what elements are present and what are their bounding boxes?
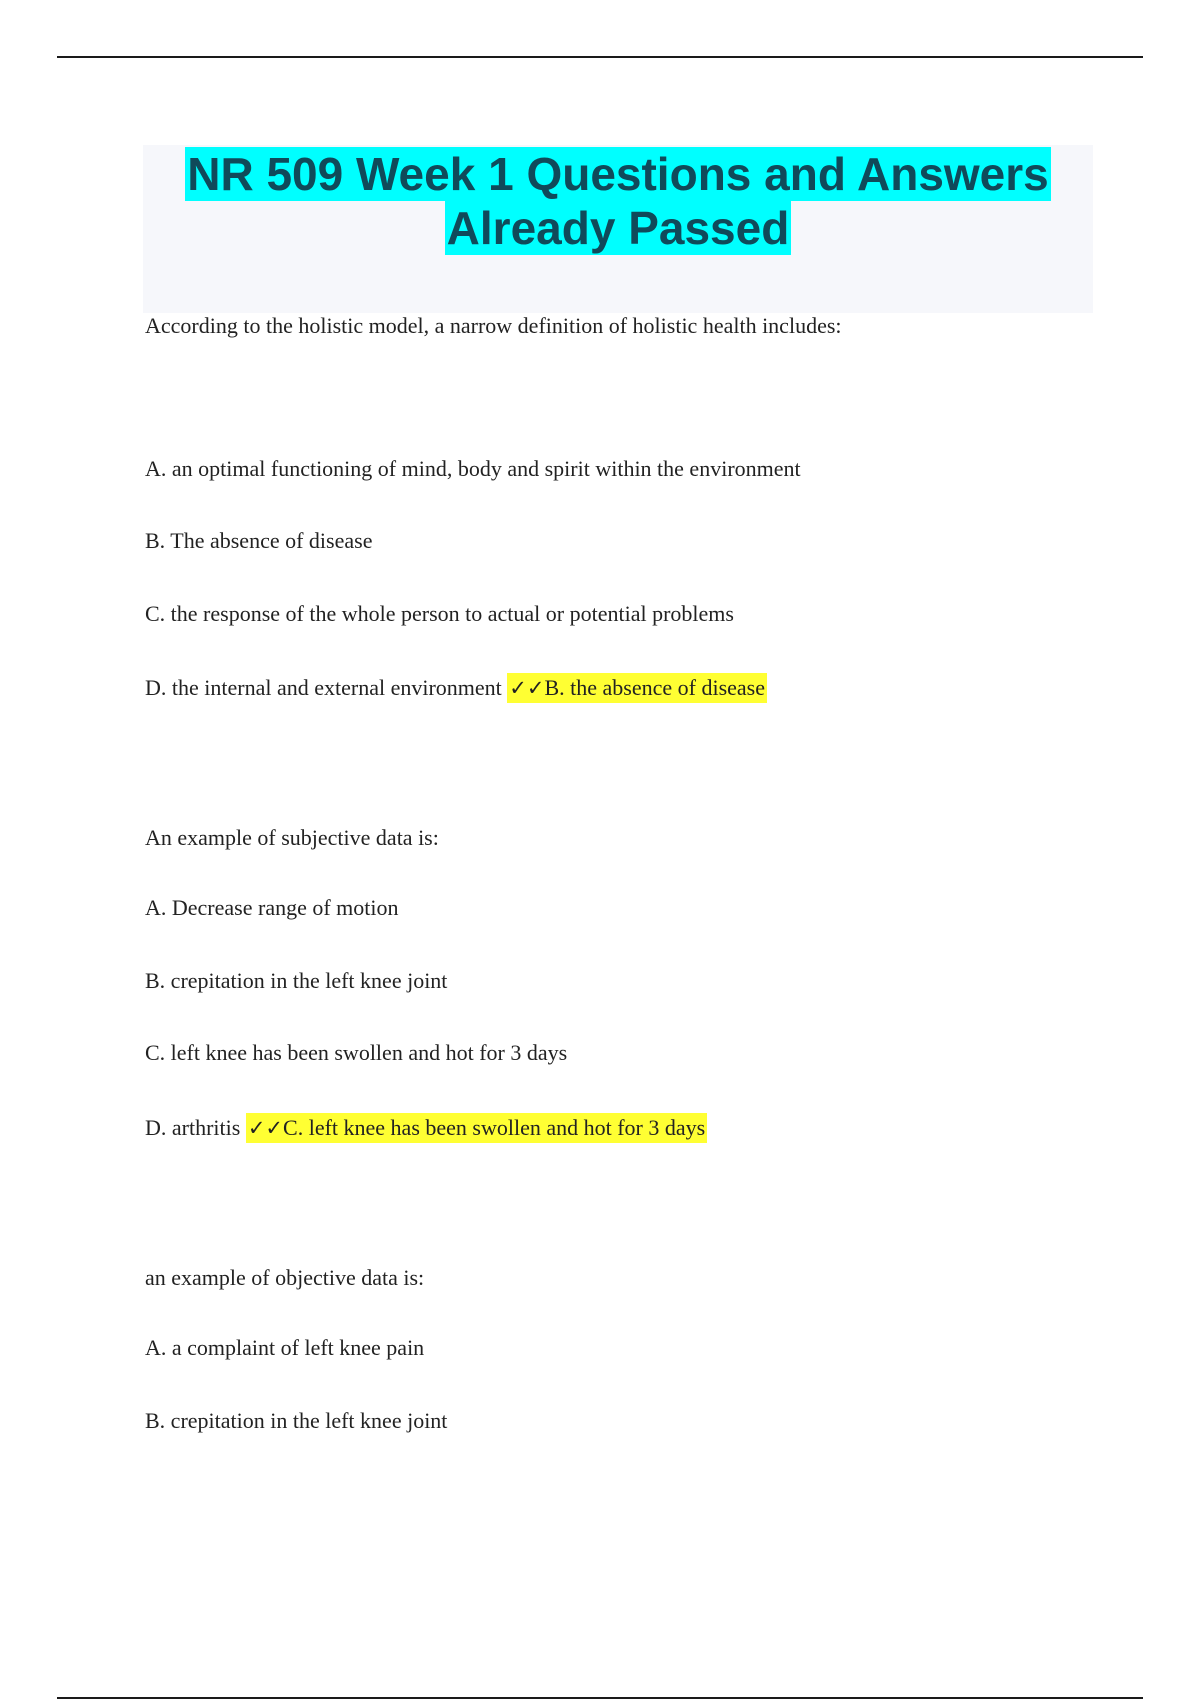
- header-rule: [57, 56, 1143, 58]
- question-1-option-b: B. The absence of disease: [145, 528, 373, 553]
- question-2-option-c: C. left knee has been swollen and hot for 3 days: [145, 1040, 568, 1065]
- question-1-option-d-row: [145, 673, 767, 703]
- question-2-answer-text: C. left knee has been swollen and hot for 3 days: [283, 1115, 706, 1140]
- question-3-option-b: B. crepitation in the left knee joint: [145, 1408, 448, 1433]
- title-line-1: NR 509 Week 1 Questions and Answers: [187, 148, 1049, 200]
- checkmark-icon: ✓✓: [509, 676, 545, 700]
- question-1-option-d: D. the internal and external environment: [145, 675, 502, 700]
- question-3-prompt: an example of objective data is:: [145, 1265, 425, 1290]
- question-2-option-b: B. crepitation in the left knee joint: [145, 968, 448, 993]
- question-2-option-a: A. Decrease range of motion: [145, 895, 399, 920]
- question-2-prompt: An example of subjective data is:: [145, 825, 439, 850]
- question-2-option-d-row: [145, 1113, 707, 1143]
- question-1-answer-text: B. the absence of disease: [544, 675, 765, 700]
- title-line-2: Already Passed: [446, 202, 790, 254]
- question-1-option-a: A. an optimal functioning of mind, body and spirit within the environment: [145, 456, 801, 481]
- question-3-option-a: A. a complaint of left knee pain: [145, 1335, 425, 1360]
- checkmark-icon: ✓✓: [247, 1116, 284, 1140]
- question-1-answer: [507, 673, 767, 703]
- question-2-option-d: D. arthritis: [145, 1115, 241, 1140]
- question-1-prompt: According to the holistic model, a narrow definition of holistic health includes:: [145, 313, 842, 338]
- footer-rule: [57, 1697, 1143, 1699]
- document-title: [143, 145, 1093, 313]
- question-2-answer: [246, 1113, 707, 1143]
- question-1-option-c: C. the response of the whole person to actual or potential problems: [145, 601, 734, 626]
